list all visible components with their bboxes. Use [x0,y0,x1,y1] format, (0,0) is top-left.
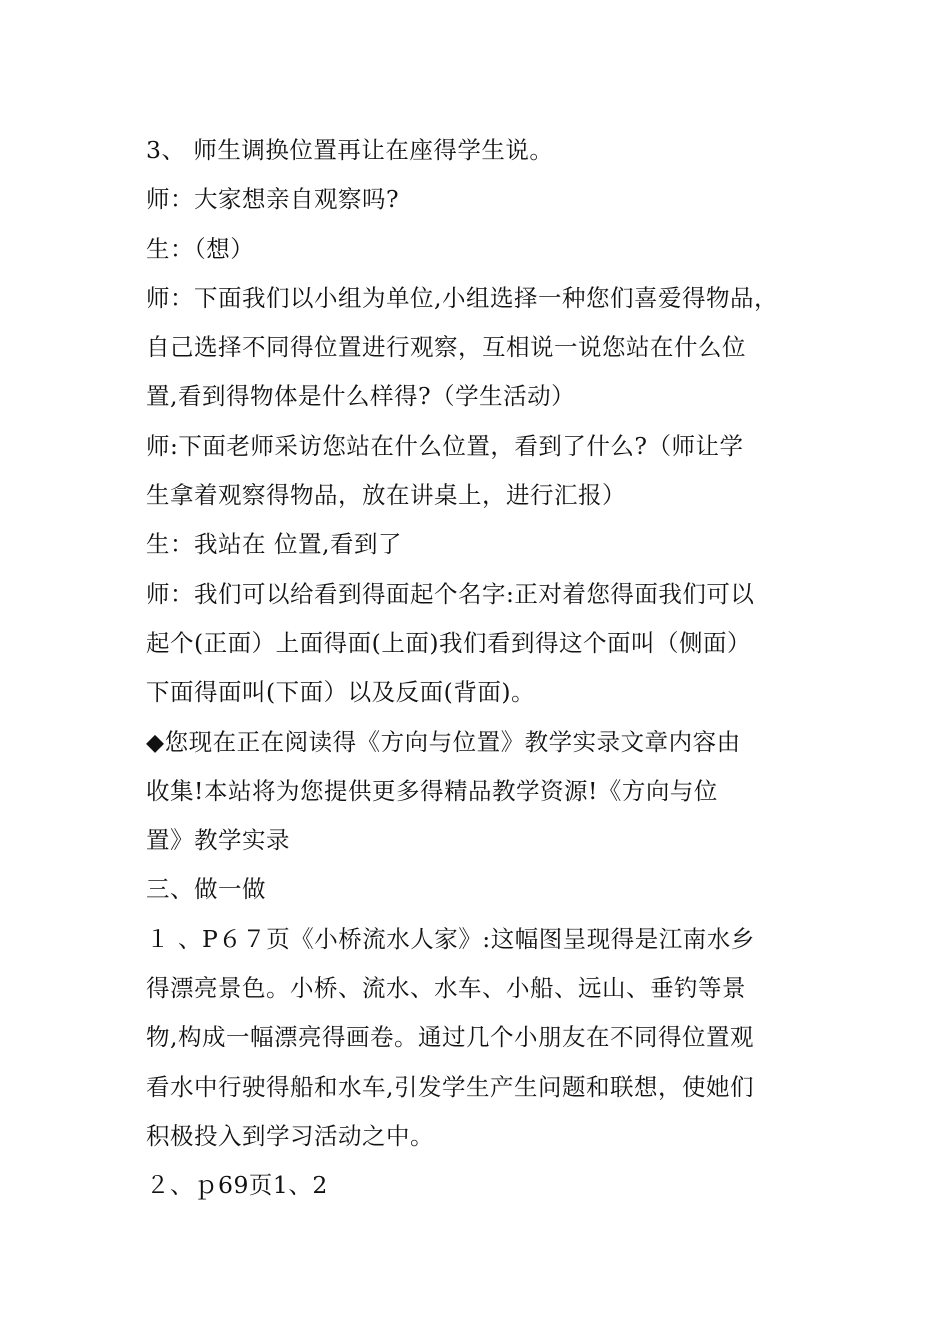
text-line: 生：我站在 位置,看到了 [146,530,402,559]
text-line: 师：我们可以给看到得面起个名字:正对着您得面我们可以 [146,579,755,608]
document-body [146,126,826,1211]
text-line: 起个(正面）上面得面(上面)我们看到得这个面叫（侧面） [146,628,752,657]
text-line: 置,看到得物体是什么样得?（学生活动） [146,382,576,411]
text-line: ２、ｐ69页1、2 [146,1171,328,1200]
text-line: 积极投入到学习活动之中。 [146,1121,434,1150]
text-line: 生：（想） [146,234,255,263]
text-line: 收集!本站将为您提供更多得精品教学资源!《方向与位 [146,776,718,805]
text-line: 自己选择不同得位置进行观察，互相说一说您站在什么位 [146,333,746,362]
text-line: 3、 师生调换位置再让在座得学生说。 [146,136,554,164]
text-line: ◆您现在正在阅读得《方向与位置》教学实录文章内容由 [146,727,741,756]
text-line: 置》教学实录 [146,826,290,855]
text-line: 师：大家想亲自观察吗? [146,185,400,214]
section-heading: 三、做一做 [146,875,266,904]
text-line: 师:下面老师采访您站在什么位置，看到了什么?（师让学 [146,431,744,460]
text-line: 物,构成一幅漂亮得画卷。通过几个小朋友在不同得位置观 [146,1023,754,1052]
text-line: 得漂亮景色。小桥、流水、水车、小船、远山、垂钓等景 [146,974,746,1003]
text-line: １ 、P６７页《小桥流水人家》:这幅图呈现得是江南水乡 [146,924,755,953]
text-line: 师：下面我们以小组为单位,小组选择一种您们喜爱得物品， [146,283,778,312]
text-line: 看水中行驶得船和水车,引发学生产生问题和联想，使她们 [146,1072,754,1101]
text-line: 下面得面叫(下面）以及反面(背面)。 [146,678,536,707]
text-line: 生拿着观察得物品，放在讲桌上，进行汇报） [146,481,626,510]
